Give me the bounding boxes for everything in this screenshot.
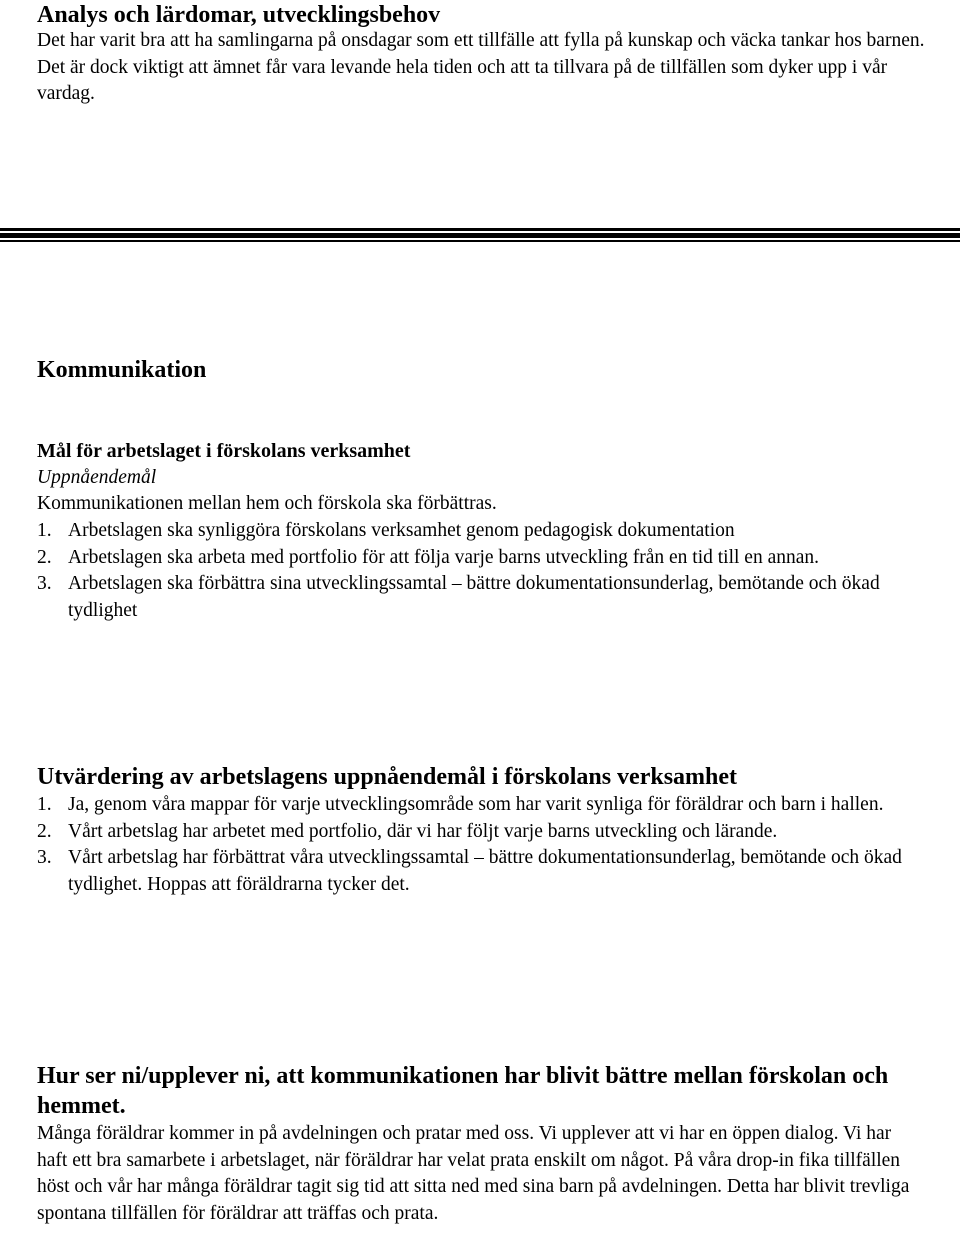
section-hur-ser-ni [37,1061,910,1227]
goal-intro: Kommunikationen mellan hem och förskola ska förbättras. [37,493,497,514]
list-item: 2. Arbetslagen ska arbeta med portfolio för att följa varje barns utveckling från en tid till en annan. [37,546,820,568]
goal-list [0,518,920,624]
goal-block [37,438,936,518]
list-item: 3. Vårt arbetslag har förbättrat våra utvecklingssamtal – bättre dokumentationsunderlag, bemötande och ökad tydlighet. Hoppas att föräldrarna tycker det. [37,847,902,895]
evaluation-list [0,792,920,898]
section-heading: Hur ser ni/upplever ni, att kommunikationen har blivit bättre mellan förskolan och hemmet. [37,1063,889,1119]
goal-subheading: Mål för arbetslaget i förskolans verksamhet [37,440,411,462]
section-analys [37,0,936,108]
section-heading: Analys och lärdomar, utvecklingsbehov [37,2,441,28]
paragraph: Många föräldrar kommer in på avdelningen och pratar med oss. Vi upplever att vi har en öppen dialog. Vi har haft ett bra samarbete i arbetslaget, när föräldrar har velat prata enskilt om något. På våra drop-in fika tillfällen höst och vår har många föräldrar tagit sig tid att sitta ned med sina barn på avdelningen. Detta har blivit trevliga spontana tillfällen för föräldrar att träffas och prata. [37,1123,910,1224]
section-heading: Utvärdering av arbetslagens uppnåendemål i förskolans verksamhet [37,764,738,790]
goal-italic-label: Uppnåendemål [37,466,157,488]
list-item: 1. Ja, genom våra mappar för varje utvecklingsområde som har varit synliga för föräldrar och barn i hallen. [37,794,884,815]
list-item: 2. Vårt arbetslag har arbetet med portfolio, där vi har följt varje barns utveckling och lärande. [37,820,778,842]
horizontal-divider [0,228,960,242]
section-utvardering [37,762,936,792]
section-heading: Kommunikation [37,357,207,383]
list-item: 3. Arbetslagen ska förbättra sina utvecklingssamtal – bättre dokumentationsunderlag, bemötande och ökad tydlighet [37,573,880,621]
list-item: 1. Arbetslagen ska synliggöra förskolans verksamhet genom pedagogisk dokumentation [37,520,735,541]
paragraph: Det har varit bra att ha samlingarna på onsdagar som ett tillfälle att fylla på kunskap och väcka tankar hos barnen. Det är dock viktigt att ämnet får vara levande hela tiden och att ta tillvara på de tillfällen som dyker upp i vår vardag. [37,30,925,104]
section-kommunikation [37,355,936,385]
